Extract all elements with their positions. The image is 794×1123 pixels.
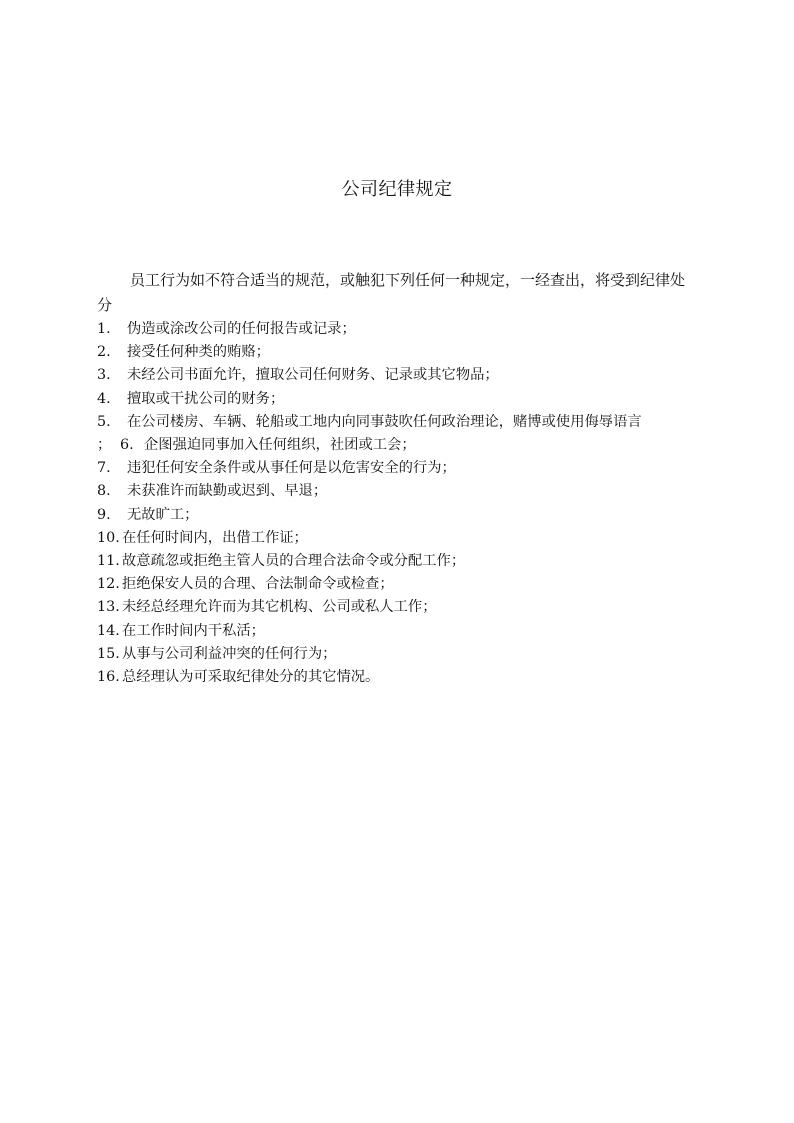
rule-number: 8. (97, 483, 111, 500)
rule-number: 13. (97, 599, 120, 616)
rule-text: 违犯任何安全条件或从事任何是以危害安全的行为； (127, 460, 456, 477)
rule-text: 企图强迫同事加入任何组织，社团或工会； (144, 437, 416, 454)
rule-number: 14. (97, 622, 120, 639)
rule-text: 故意疏忽或拒绝主管人员的合理合法命令或分配工作； (122, 553, 466, 570)
rule-text: 在任何时间内，出借工作证； (122, 529, 308, 546)
rule-number: 11. (97, 553, 120, 570)
rule-item-continued (97, 434, 707, 457)
rule-number: 4. (97, 390, 111, 407)
rule-text: 从事与公司利益冲突的任何行为； (122, 645, 337, 662)
rule-text: 接受任何种类的贿赂； (127, 344, 270, 361)
rule-item (97, 620, 707, 643)
rule-text: 无故旷工； (127, 506, 199, 523)
rule-item (97, 341, 707, 364)
rule-text: 未获准许而缺勤或迟到、早退； (127, 483, 328, 500)
rule-item (97, 550, 707, 573)
rule-item (97, 504, 707, 527)
rule-number: 6. (120, 437, 134, 454)
rule-item (97, 457, 707, 480)
rule-text: 未经总经理允许而为其它机构、公司或私人工作； (122, 599, 437, 616)
rules-list (97, 318, 707, 689)
intro-paragraph: 员工行为如不符合适当的规范，或触犯下列任何一种规定，一经查出，将受到纪律处分 (97, 271, 686, 314)
rule-number: 5. (97, 413, 111, 430)
rule-number: 15. (97, 645, 120, 662)
rule-number: 3. (97, 367, 111, 384)
rule-text: 伪造或涂改公司的任何报告或记录； (127, 321, 356, 337)
rule-text: 在公司楼房、车辆、轮船或工地内向同事鼓吹任何政治理论，赌博或使用侮辱语言 (127, 413, 642, 430)
rule-item (97, 596, 707, 619)
rule-separator: ； (97, 437, 112, 454)
rule-item (97, 573, 707, 596)
rule-number: 9. (97, 506, 111, 523)
rule-item (97, 318, 707, 341)
document-title: 公司纪律规定 (341, 179, 453, 200)
rule-item (97, 364, 707, 387)
rule-item (97, 527, 707, 550)
rule-number: 16. (97, 669, 120, 686)
rule-item (97, 411, 707, 434)
rule-number: 12. (97, 576, 120, 593)
rule-text: 在工作时间内干私活； (122, 622, 265, 639)
rule-item (97, 388, 707, 411)
rule-item (97, 480, 707, 503)
rule-text: 未经公司书面允许，擅取公司任何财务、记录或其它物品； (127, 367, 499, 384)
rule-number: 2. (97, 344, 111, 361)
rule-number: 1. (97, 321, 111, 337)
rule-text: 拒绝保安人员的合理、合法制命令或检查； (122, 576, 394, 593)
rule-item (97, 643, 707, 666)
rule-number: 10. (97, 529, 120, 546)
rule-text: 擅取或干扰公司的财务； (127, 390, 285, 407)
rule-number: 7. (97, 460, 111, 477)
rule-text: 总经理认为可采取纪律处分的其它情况。 (122, 669, 380, 686)
rule-item (97, 666, 707, 689)
